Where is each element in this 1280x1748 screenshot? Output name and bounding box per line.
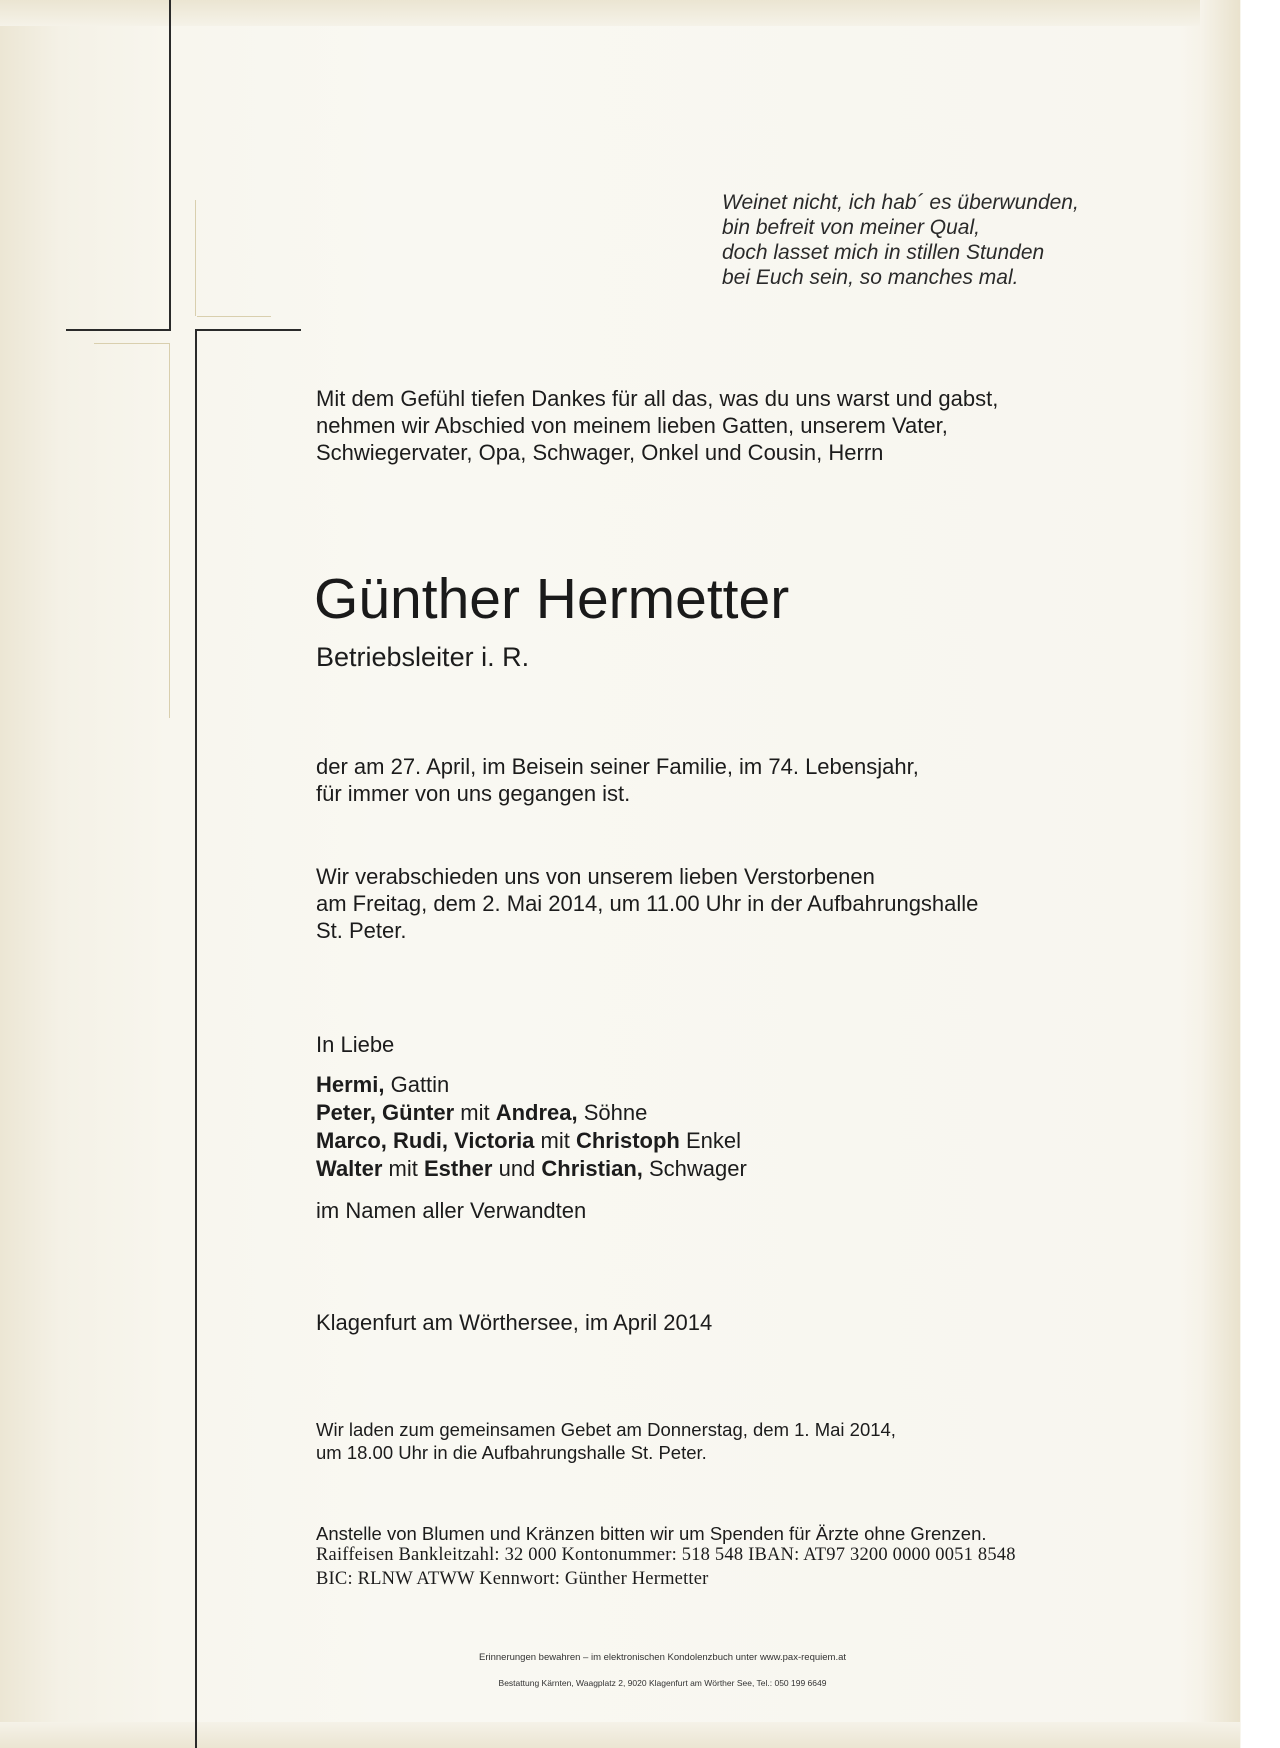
prayer-line: um 18.00 Uhr in die Aufbahrungshalle St. Peter.: [316, 1442, 707, 1463]
farewell-line: am Freitag, dem 2. Mai 2014, um 11.00 Uhr in der Aufbahrungshalle: [316, 891, 979, 916]
paper-right-edge: [1200, 0, 1240, 1748]
family-row: Walter mit Esther und Christian, Schwager: [316, 1156, 747, 1181]
prayer-line: Wir laden zum gemeinsamen Gebet am Donnerstag, dem 1. Mai 2014,: [316, 1419, 896, 1440]
motto-line: bei Euch sein, so manches mal.: [722, 266, 1019, 289]
farewell-paragraph: [316, 863, 978, 944]
prayer-invitation: [316, 1418, 896, 1464]
relatives-line: im Namen aller Verwandten: [316, 1198, 587, 1223]
paper-top-edge: [0, 0, 1240, 26]
motto-line: bin befreit von meiner Qual,: [722, 216, 980, 239]
donation-request: Anstelle von Blumen und Kränzen bitten wir um Spenden für Ärzte ohne Grenzen.: [316, 1523, 987, 1544]
death-notice-line: für immer von uns gegangen ist.: [316, 781, 631, 806]
death-notice-line: der am 27. April, im Beisein seiner Familie, im 74. Lebensjahr,: [316, 754, 919, 779]
intro-line: Schwiegervater, Opa, Schwager, Onkel und Cousin, Herrn: [316, 440, 884, 465]
motto-line: Weinet nicht, ich hab´ es überwunden,: [722, 191, 1079, 214]
family-row: Marco, Rudi, Victoria mit Christoph Enkel: [316, 1128, 742, 1153]
deceased-name: Günther Hermetter: [314, 567, 790, 631]
deceased-title: Betriebsleiter i. R.: [316, 642, 530, 672]
death-notice: [316, 753, 919, 807]
bank-details-line: BIC: RLNW ATWW Kennwort: Günther Hermetter: [316, 1569, 709, 1589]
motto-poem: [722, 190, 1079, 290]
footer-condolence: Erinnerungen bewahren – im elektronischen Kondolenzbuch unter www.pax-requiem.at: [478, 1652, 847, 1663]
intro-line: Mit dem Gefühl tiefen Dankes für all das, was du uns warst und gabst,: [316, 386, 999, 411]
intro-paragraph: [316, 385, 998, 466]
farewell-line: St. Peter.: [316, 918, 407, 943]
place-date: Klagenfurt am Wörthersee, im April 2014: [316, 1310, 713, 1335]
paper-bottom-edge: [0, 1722, 1240, 1748]
farewell-line: Wir verabschieden uns von unserem lieben Verstorbenen: [316, 864, 875, 889]
footer-undertaker: Bestattung Kärnten, Waagplatz 2, 9020 Klagenfurt am Wörther See, Tel.: 050 199 6649: [498, 1678, 827, 1688]
bank-details-line: Raiffeisen Bankleitzahl: 32 000 Kontonummer: 518 548 IBAN: AT97 3200 0000 0051 8548: [316, 1545, 1016, 1565]
family-row: Peter, Günter mit Andrea, Söhne: [316, 1100, 648, 1125]
intro-line: nehmen wir Abschied von meinem lieben Gatten, unserem Vater,: [316, 413, 948, 438]
family-row: Hermi, Gattin: [316, 1072, 450, 1097]
motto-line: doch lasset mich in stillen Stunden: [722, 241, 1045, 264]
family-list: [316, 1071, 747, 1183]
in-love-label: In Liebe: [316, 1032, 395, 1057]
